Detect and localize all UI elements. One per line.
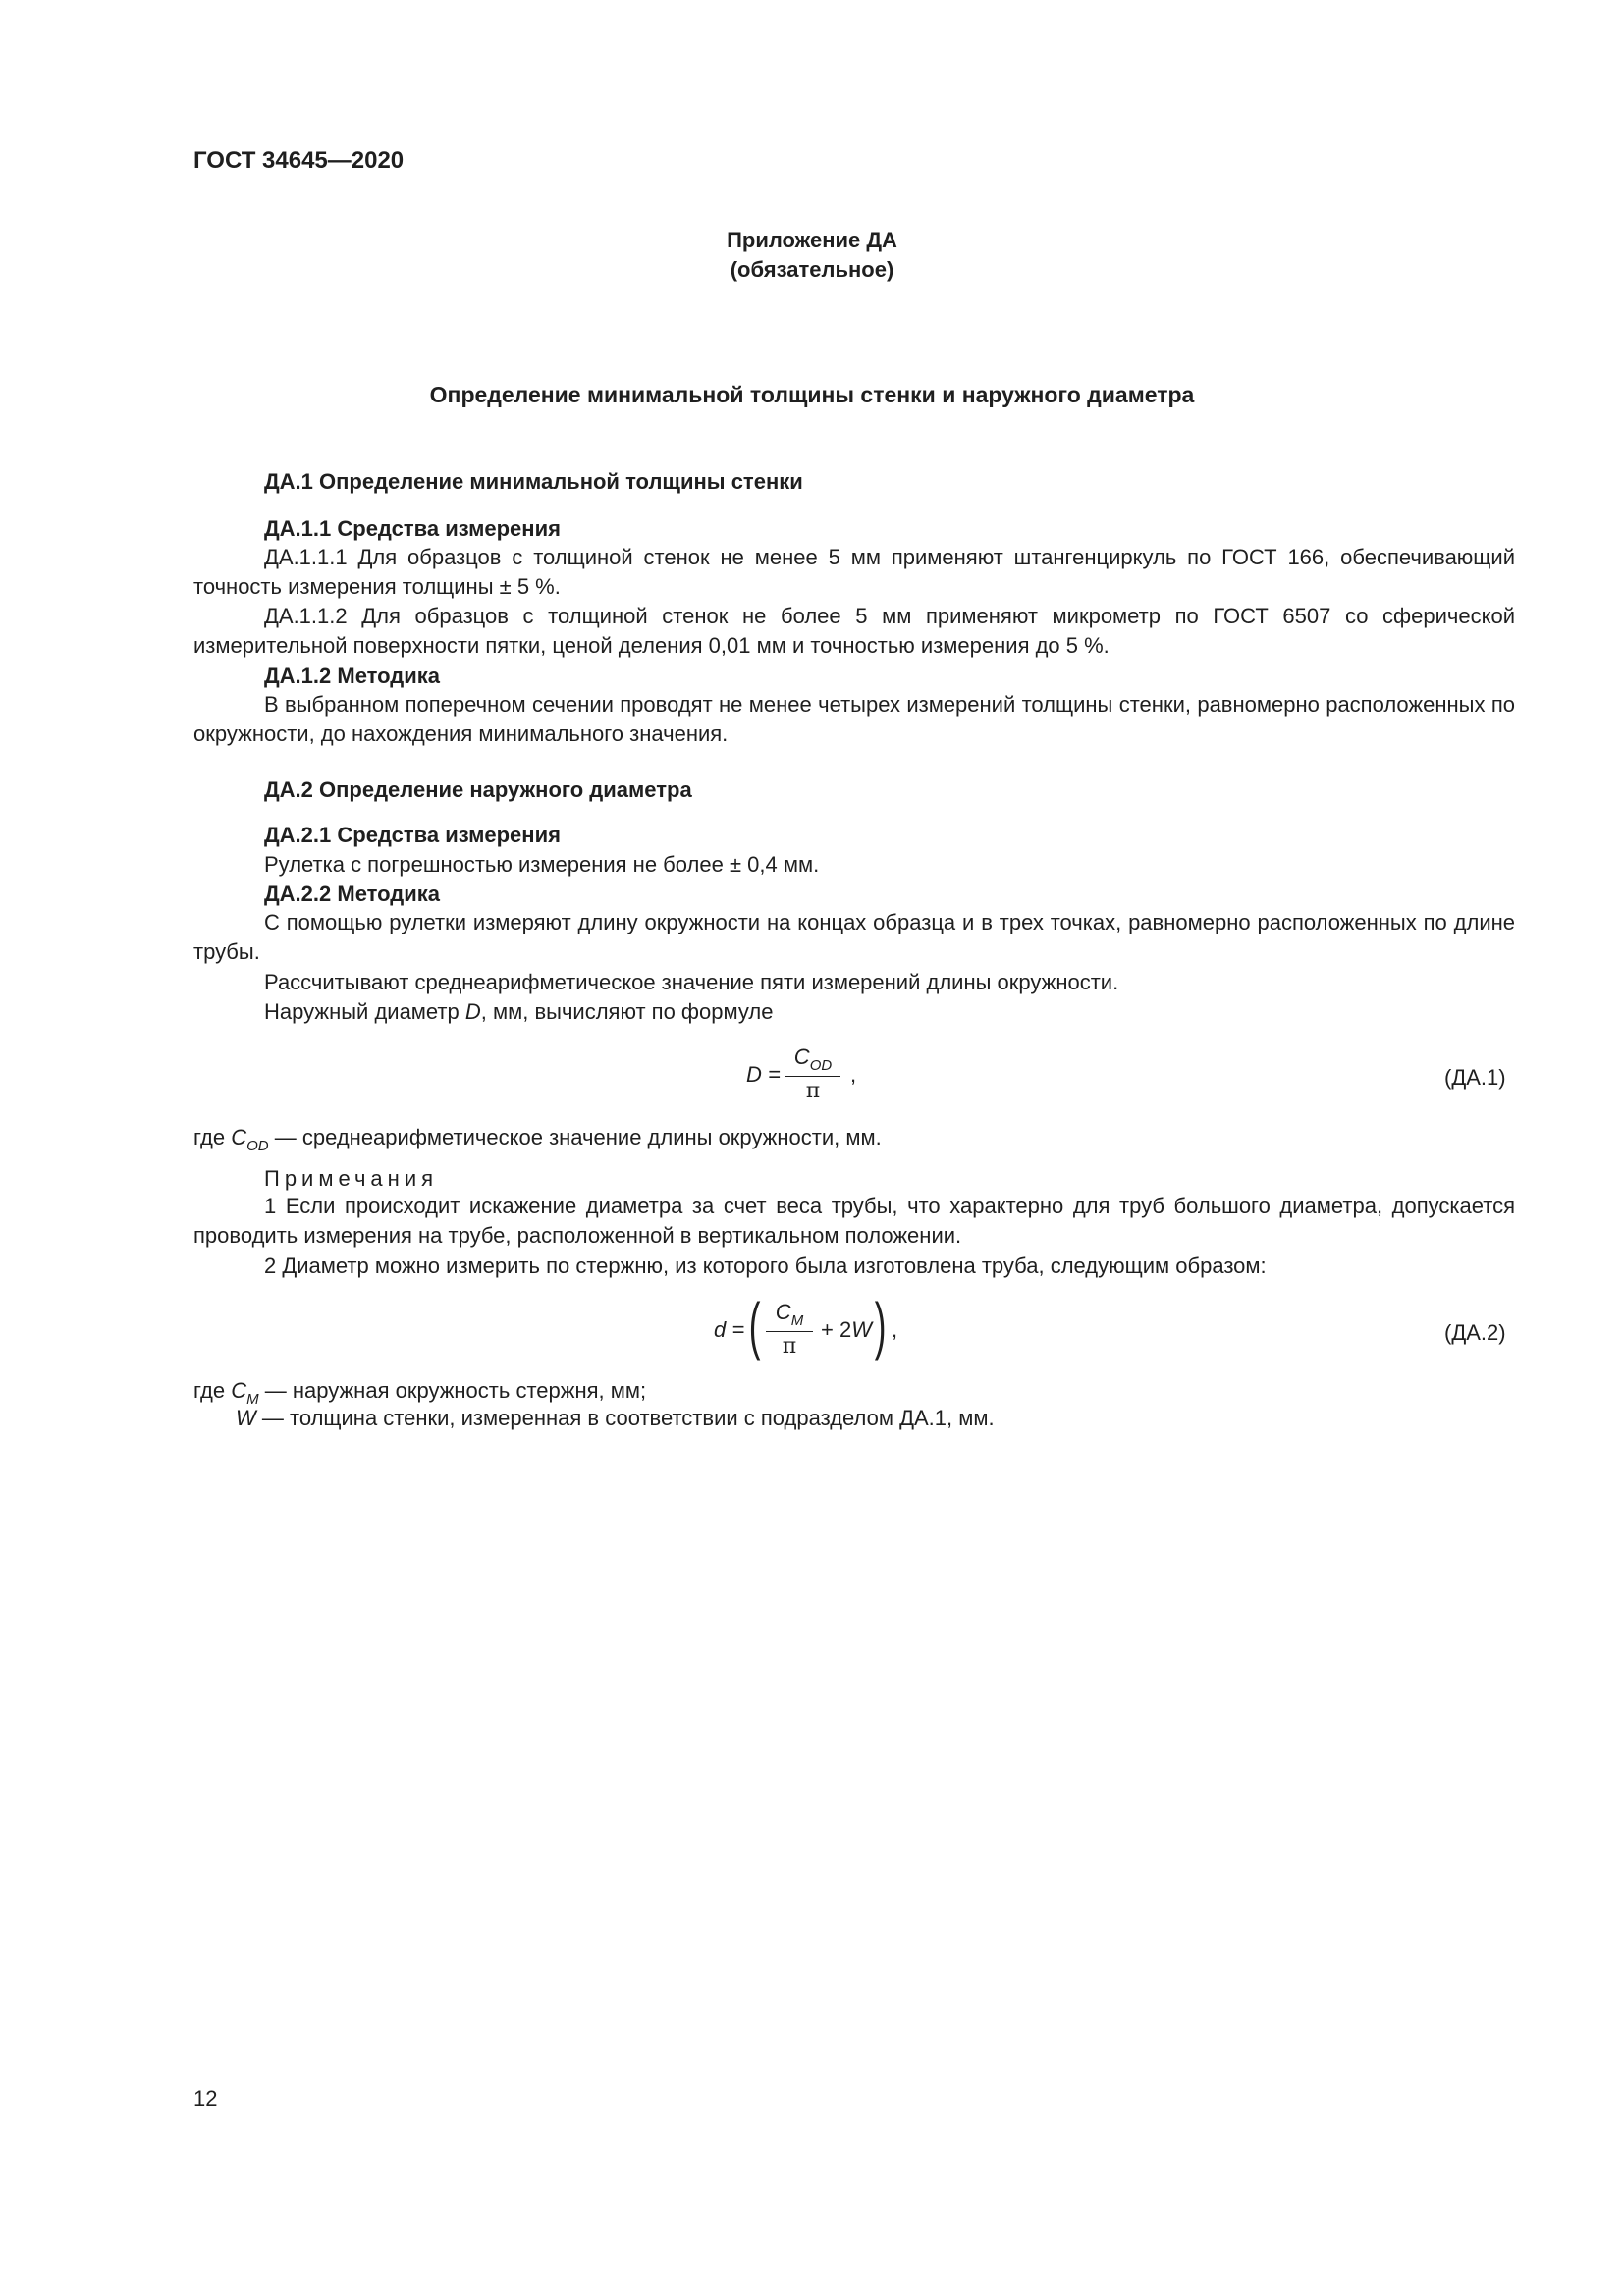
eq1-numerator-sub: OD bbox=[809, 1057, 833, 1074]
page-number: 12 bbox=[193, 2086, 218, 2110]
where-1-pre: где bbox=[193, 1125, 232, 1149]
paragraph-1-2 bbox=[193, 690, 1515, 749]
subsection-1-2-heading: ДА.1.2 Методика bbox=[264, 664, 441, 688]
paragraph-1-1-1 bbox=[193, 543, 1515, 602]
note-1-text: 1 Если происходит искажение диаметра за счет веса трубы, что характерно для труб большого диаметра, допускается проводить измерения на трубе, расположенной в вертикальном положении. bbox=[193, 1194, 1515, 1248]
formula-intro-text: Наружный диаметр bbox=[264, 999, 465, 1024]
eq2-denominator: π bbox=[782, 1334, 797, 1359]
where-2-w bbox=[236, 1406, 995, 1431]
eq1-number: (ДА.1) bbox=[1444, 1065, 1506, 1090]
eq2-fraction bbox=[766, 1300, 813, 1359]
variable-d: D bbox=[464, 999, 481, 1024]
standard-header: ГОСТ 34645—2020 bbox=[193, 147, 405, 174]
eq2-numerator-main: C bbox=[775, 1300, 791, 1324]
paragraph-1-2-text: В выбранном поперечном сечении проводят не менее четырех измерений толщины стенки, равномерно расположенных по окружности, до нахождения минимального значения. bbox=[193, 692, 1515, 746]
subsection-1-1-heading: ДА.1.1 Средства измерения bbox=[264, 516, 561, 541]
eq1-numerator-main: C bbox=[793, 1044, 810, 1069]
eq2-w: W bbox=[851, 1317, 872, 1342]
paragraph-2-3: Рассчитывают среднеарифметическое значение пяти измерений длины окружности. bbox=[264, 970, 1119, 994]
where-2-sub: M bbox=[246, 1391, 259, 1408]
where-2-w-text: — толщина стенки, измеренная в соответствии с подразделом ДА.1, мм. bbox=[255, 1406, 995, 1430]
eq2-numerator bbox=[766, 1300, 813, 1332]
eq1-denominator: π bbox=[805, 1079, 821, 1103]
eq2-lhs: d = bbox=[714, 1317, 745, 1342]
where-2-w-var: W bbox=[236, 1406, 256, 1430]
where-1-var: C bbox=[231, 1125, 247, 1149]
where-1 bbox=[193, 1125, 882, 1154]
paragraph-2-2-text: С помощью рулетки измеряют длину окружности на концах образца и в трех точках, равномерно расположенных по длине трубы. bbox=[193, 910, 1515, 964]
eq2-plus: + 2 bbox=[821, 1317, 852, 1342]
where-2-text: — наружная окружность стержня, мм; bbox=[258, 1378, 647, 1403]
eq1-lhs: D = bbox=[746, 1062, 781, 1087]
eq2-right-paren: ) bbox=[874, 1290, 887, 1361]
subsection-2-1-heading: ДА.2.1 Средства измерения bbox=[264, 823, 561, 847]
notes-heading: Примечания bbox=[264, 1166, 439, 1191]
paragraph-2-4 bbox=[264, 999, 773, 1025]
where-1-text: — среднеарифметическое значение длины окружности, мм. bbox=[268, 1125, 882, 1149]
where-2-var: C bbox=[231, 1378, 247, 1403]
where-2 bbox=[193, 1378, 646, 1408]
paragraph-1-1-2-text: ДА.1.1.2 Для образцов с толщиной стенок не более 5 мм применяют микрометр по ГОСТ 6507 со сферической измерительной поверхности пятки, ценой деления 0,01 мм и точностью измерения до 5 %. bbox=[193, 604, 1515, 658]
eq1-tail: , bbox=[850, 1062, 857, 1087]
formula-intro-tail: , мм, вычисляют по формуле bbox=[480, 999, 774, 1024]
eq1-numerator bbox=[785, 1044, 840, 1077]
where-1-sub: OD bbox=[246, 1138, 269, 1154]
eq1-fraction bbox=[785, 1044, 840, 1103]
eq2-left-paren: ( bbox=[748, 1290, 761, 1361]
annex-title: Определение минимальной толщины стенки и наружного диаметра bbox=[429, 382, 1195, 407]
paragraph-1-1-1-text: ДА.1.1.1 Для образцов с толщиной стенок не менее 5 мм применяют штангенциркуль по ГОСТ 166, обеспечивающий точность измерения толщины ± 5 %. bbox=[193, 545, 1515, 599]
paragraph-2-2 bbox=[193, 908, 1515, 967]
eq2-tail: , bbox=[892, 1317, 898, 1342]
annex-status: (обязательное) bbox=[730, 257, 894, 282]
section-2-heading: ДА.2 Определение наружного диаметра bbox=[264, 777, 692, 802]
annex-name: Приложение ДА bbox=[727, 228, 897, 252]
paragraph-1-1-2 bbox=[193, 602, 1515, 661]
where-2-pre: где bbox=[193, 1378, 232, 1403]
paragraph-2-1: Рулетка с погрешностью измерения не более ± 0,4 мм. bbox=[264, 852, 820, 877]
subsection-2-2-heading: ДА.2.2 Методика bbox=[264, 881, 441, 906]
note-2: 2 Диаметр можно измерить по стержню, из которого была изготовлена труба, следующим образом: bbox=[264, 1254, 1267, 1278]
note-1 bbox=[193, 1192, 1515, 1251]
eq2-plus-term bbox=[821, 1317, 872, 1343]
eq2-number: (ДА.2) bbox=[1444, 1320, 1506, 1345]
section-1-heading: ДА.1 Определение минимальной толщины стенки bbox=[264, 469, 803, 494]
eq2-numerator-sub: M bbox=[790, 1312, 804, 1329]
